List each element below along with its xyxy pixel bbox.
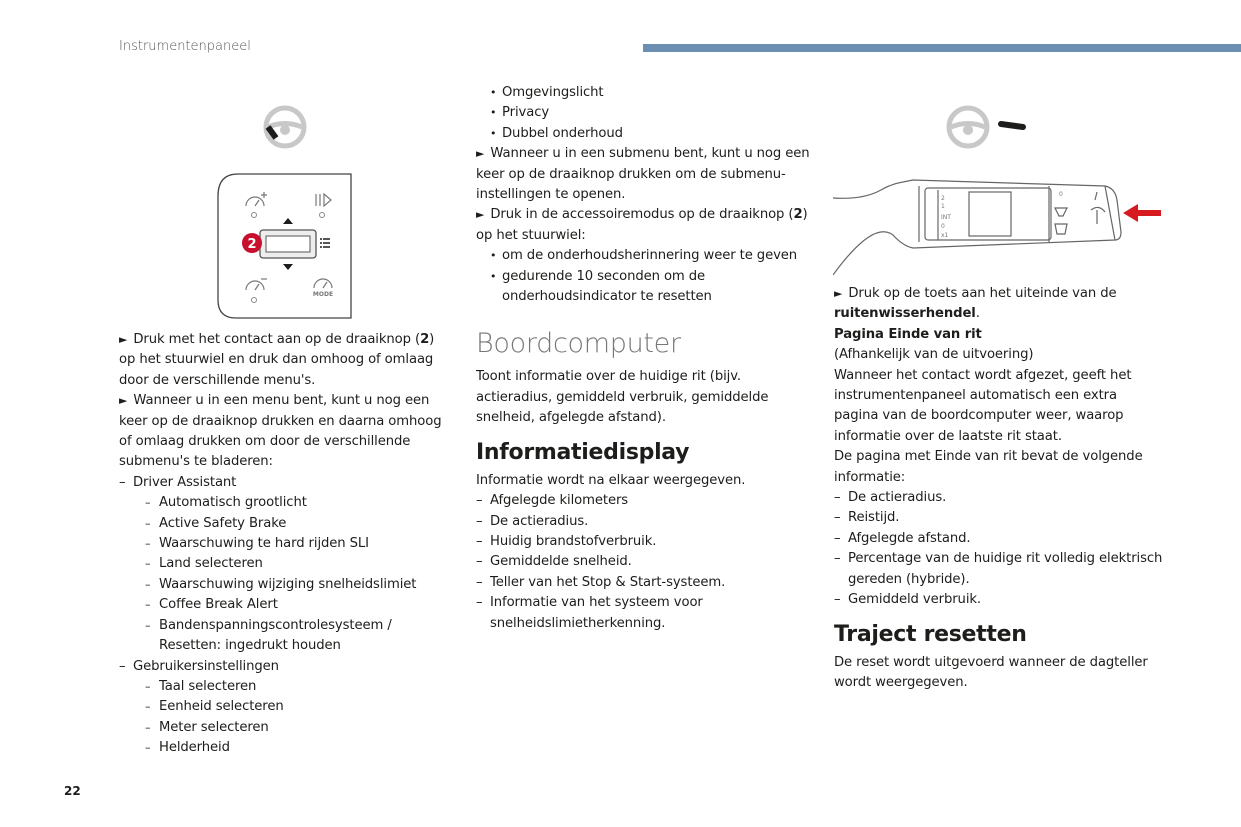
wiper-stalk-drawing bbox=[833, 180, 1121, 275]
paragraph-reset: De reset wordt uitgevoerd wanneer de dagteller wordt weergegeven. bbox=[834, 654, 1148, 690]
column-middle bbox=[476, 83, 810, 634]
arrow-marker-icon bbox=[476, 146, 490, 161]
svg-text:INT: INT bbox=[941, 214, 951, 221]
list-item: – Huidig brandstofverbruik. bbox=[476, 532, 810, 552]
list-item: – Land selecteren bbox=[145, 554, 444, 574]
list-item: – Reistijd. bbox=[834, 508, 1164, 528]
list-item: – Eenheid selecteren bbox=[145, 697, 444, 717]
paragraph-accessory: ► Druk in de accessoiremodus op de draaiknop (2) op het stuurwiel: bbox=[476, 205, 810, 246]
arrow-marker-icon bbox=[119, 393, 133, 408]
list-item: – Gemiddelde snelheid. bbox=[476, 552, 810, 572]
submenu-list-continued bbox=[476, 83, 810, 144]
list-item: – Percentage van de huidige rit volledig elektrisch gereden (hybride). bbox=[834, 549, 1164, 590]
list-item: – Afgelegde kilometers bbox=[476, 491, 810, 511]
list-item: – Taal selecteren bbox=[145, 677, 444, 697]
mode-label: MODE bbox=[312, 291, 334, 298]
page-number: 22 bbox=[64, 784, 81, 798]
paragraph-wiper-button: ► Druk op de toets aan het uiteinde van de ruitenwisserhendel. bbox=[834, 284, 1164, 325]
list-item: – De actieradius. bbox=[834, 488, 1164, 508]
paragraph-informatiedisplay: Informatie wordt na elkaar weergegeven. bbox=[476, 472, 746, 488]
list-item: • Privacy bbox=[488, 103, 810, 123]
heading-traject-resetten: Traject resetten bbox=[834, 621, 1027, 647]
paragraph-submenu-settings: ► Wanneer u in een submenu bent, kunt u nog een keer op de draaiknop drukken om de submenu-instellingen te openen. bbox=[476, 144, 810, 205]
wiper-stalk-figure bbox=[833, 100, 1173, 280]
menu-group: – Driver Assistant – Automatisch grootlicht – Active Safety Brake – Waarschuwing te hard rijden SLI – Land selecteren – Waarschuwing wijziging snelheidslimiet – Coffee Break Alert – Bandenspanningscontrolesysteem / Resetten: ingedrukt houden bbox=[119, 473, 444, 657]
column-right bbox=[834, 284, 1164, 693]
menu-group-list bbox=[119, 473, 444, 759]
list-item: – De actieradius. bbox=[476, 512, 810, 532]
accessory-list bbox=[476, 246, 810, 307]
svg-text:x1: x1 bbox=[941, 232, 949, 239]
paragraph-thumbwheel: ► Druk met het contact aan op de draaiknop (2) op het stuurwiel en druk dan omhoog of omlaag door de verschillende menu's. bbox=[119, 330, 444, 391]
red-arrow-icon bbox=[1123, 204, 1161, 222]
stalk-position-labels bbox=[941, 191, 1063, 239]
paragraph-page-contents: De pagina met Einde van rit bevat de volgende informatie: bbox=[834, 449, 1143, 485]
trip-info-list bbox=[834, 488, 1164, 610]
list-item: – Waarschuwing te hard rijden SLI bbox=[145, 534, 444, 554]
list-item: – Helderheid bbox=[145, 738, 444, 758]
arrow-marker-icon bbox=[834, 286, 848, 301]
list-item: – Automatisch grootlicht bbox=[145, 493, 444, 513]
list-item: – Teller van het Stop & Start-systeem. bbox=[476, 573, 810, 593]
svg-text:1: 1 bbox=[941, 203, 945, 210]
list-item: – Informatie van het systeem voor snelheidslimietherkenning. bbox=[476, 593, 810, 634]
paragraph-boordcomputer: Toont informatie over de huidige rit (bijv. actieradius, gemiddeld verbruik, gemiddelde snelheid, afgelegde afstand). bbox=[476, 369, 769, 426]
list-item: – Waarschuwing wijziging snelheidslimiet bbox=[145, 575, 444, 595]
steering-wheel-icon bbox=[949, 108, 1023, 146]
list-item: – Meter selecteren bbox=[145, 718, 444, 738]
submenu-list bbox=[133, 493, 444, 656]
subheading-einde-van-rit: Pagina Einde van rit bbox=[834, 326, 982, 342]
list-item: – Active Safety Brake bbox=[145, 514, 444, 534]
paragraph-version-note: (Afhankelijk van de uitvoering) bbox=[834, 347, 1034, 363]
heading-informatiedisplay: Informatiedisplay bbox=[476, 439, 690, 465]
svg-text:0: 0 bbox=[1059, 191, 1063, 198]
list-item: – Afgelegde afstand. bbox=[834, 529, 1164, 549]
steering-wheel-control-figure bbox=[210, 100, 360, 322]
list-item: • Omgevingslicht bbox=[488, 83, 810, 103]
list-item: • gedurende 10 seconden om de onderhoudsindicator te resetten bbox=[488, 267, 810, 308]
list-item: • Dubbel onderhoud bbox=[488, 124, 810, 144]
info-list bbox=[476, 491, 810, 634]
heading-boordcomputer: Boordcomputer bbox=[476, 328, 681, 360]
arrow-marker-icon bbox=[119, 332, 133, 347]
list-item: – Bandenspanningscontrolesysteem / Resetten: ingedrukt houden bbox=[145, 616, 444, 657]
list-item: • om de onderhoudsherinnering weer te geven bbox=[488, 246, 810, 266]
column-left bbox=[119, 330, 444, 759]
list-item: – Gemiddeld verbruik. bbox=[834, 590, 1164, 610]
menu-group: – Gebruikersinstellingen – Taal selecteren – Eenheid selecteren – Meter selecteren – Helderheid bbox=[119, 657, 444, 759]
paragraph-submenu: ► Wanneer u in een menu bent, kunt u nog een keer op de draaiknop drukken en daarna omhoog of omlaag drukken om door de verschillende submenu's te bladeren: bbox=[119, 391, 444, 473]
list-item: – Coffee Break Alert bbox=[145, 595, 444, 615]
steering-wheel-icon bbox=[266, 108, 304, 146]
submenu-list bbox=[133, 677, 444, 759]
svg-text:0: 0 bbox=[941, 223, 945, 230]
section-header: Instrumentenpaneel bbox=[119, 39, 251, 54]
arrow-marker-icon bbox=[476, 207, 490, 222]
svg-text:2: 2 bbox=[941, 195, 945, 202]
paragraph-auto-page: Wanneer het contact wordt afgezet, geeft het instrumentenpaneel automatisch een extra pagina van de boordcomputer weer, waarop informatie over de laatste rit staat. bbox=[834, 367, 1132, 444]
header-accent-bar bbox=[643, 44, 1241, 52]
callout-2-label: 2 bbox=[247, 237, 257, 252]
list-menu-icon bbox=[320, 238, 330, 248]
